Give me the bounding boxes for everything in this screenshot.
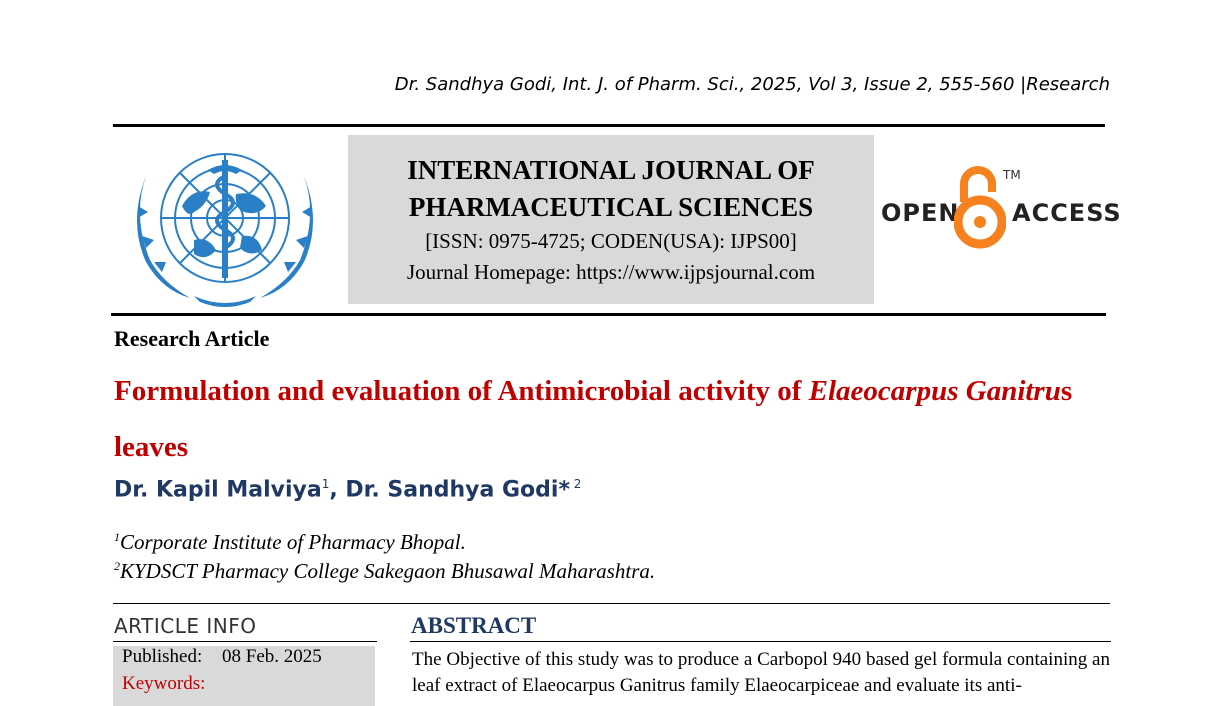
author-1-affil-mark: 1 — [321, 477, 330, 491]
affiliation-2-text: KYDSCT Pharmacy College Sakegaon Bhusawal Maharashtra. — [120, 559, 656, 583]
journal-homepage: Journal Homepage: https://www.ijpsjournal.com — [406, 260, 816, 284]
section-divider — [113, 603, 1110, 604]
abstract-text: The Objective of this study was to produce a Carbopol 940 based gel formula containing an leaf extract of Elaeocarpus Ganitrus family Elaeocarpiceae and evaluate its anti- — [412, 649, 1110, 696]
header-rule-bottom — [111, 313, 1106, 316]
open-access-access-label: ACCESS — [1012, 199, 1122, 227]
author-2: , Dr. Sandhya Godi* — [329, 477, 570, 503]
article-info-heading: ARTICLE INFO — [114, 614, 257, 638]
open-access-open-label: OPEN — [881, 199, 960, 227]
affiliation-1-text: Corporate Institute of Pharmacy Bhopal. — [120, 530, 466, 554]
journal-issn: [ISSN: 0975-4725; CODEN(USA): IJPS00] — [425, 229, 797, 253]
affiliation-1-number: 1 — [114, 530, 120, 544]
journal-title-line1: INTERNATIONAL JOURNAL OF — [407, 155, 815, 185]
article-title-suffix: s leaves — [114, 375, 1073, 463]
author-1: Dr. Kapil Malviya — [114, 477, 322, 503]
published-label: Published: — [122, 646, 203, 667]
author-2-affil-mark: 2 — [569, 477, 582, 491]
author-list — [114, 477, 581, 502]
journal-masthead — [348, 135, 874, 304]
running-header: Dr. Sandhya Godi, Int. J. of Pharm. Sci., 2025, Vol 3, Issue 2, 555-560 |Research — [394, 74, 1110, 95]
affiliation-2-number: 2 — [114, 559, 120, 573]
header-rule-top — [113, 124, 1105, 127]
abstract-heading: ABSTRACT — [411, 613, 537, 638]
affiliation-1 — [114, 530, 466, 555]
open-access-trademark: TM — [1003, 168, 1021, 182]
un-emblem-logo — [124, 136, 326, 308]
article-title-species: Elaeocarpus Ganitru — [808, 375, 1061, 407]
open-access-lock-icon — [954, 166, 1006, 250]
published-date — [122, 646, 322, 668]
journal-title-line2: PHARMACEUTICAL SCIENCES — [408, 192, 814, 222]
article-title-text: Formulation and evaluation of Antimicrobial activity of — [114, 375, 809, 407]
abstract-rule — [410, 641, 1111, 642]
article-title — [114, 363, 1104, 475]
published-value: 08 Feb. 2025 — [222, 646, 322, 667]
affiliation-2 — [114, 559, 655, 584]
article-type: Research Article — [114, 326, 270, 351]
article-info-rule — [113, 641, 377, 642]
keywords-label: Keywords: — [122, 673, 206, 694]
